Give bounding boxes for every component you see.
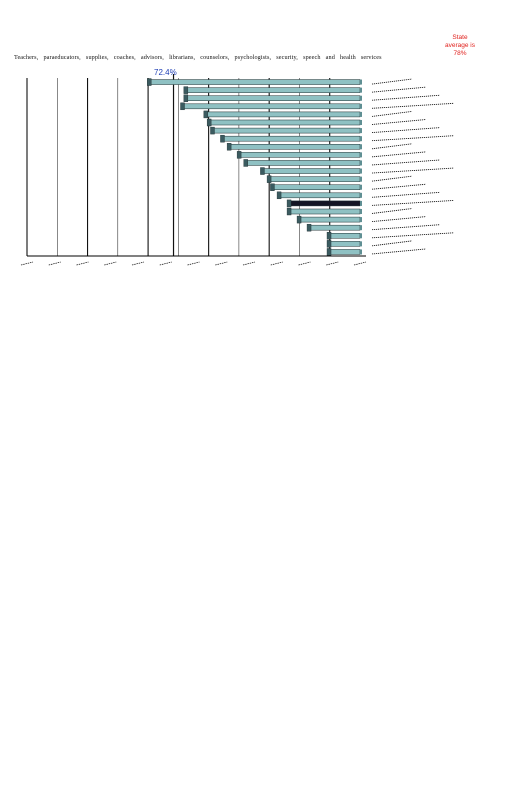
bar-end-cap [277, 192, 281, 199]
bar [247, 160, 360, 165]
bar-end-cap [327, 240, 331, 247]
bar-end-cap [204, 111, 208, 118]
bar-end-cap [181, 103, 185, 110]
bar-right-cap [360, 120, 362, 125]
bar [207, 112, 360, 117]
bar-end-cap [260, 168, 264, 175]
bar [290, 209, 360, 214]
bar-right-cap [360, 104, 362, 109]
bar-right-cap [360, 201, 362, 206]
state-average-note: State average is 78% [445, 34, 475, 57]
x-tick-label [188, 262, 200, 265]
bar [270, 177, 360, 182]
bar-right-cap [360, 112, 362, 117]
x-tick-label [104, 262, 116, 265]
category-label [372, 192, 440, 197]
x-tick-label [49, 262, 61, 265]
x-tick-label [243, 262, 255, 265]
x-tick-label [215, 262, 227, 265]
bar-right-cap [360, 144, 362, 149]
bar-right-cap [360, 185, 362, 190]
bar-right-cap [360, 209, 362, 214]
bar-right-cap [360, 160, 362, 165]
x-tick-label [354, 262, 366, 265]
bar-highlighted [290, 201, 360, 206]
category-label [372, 241, 412, 246]
category-label [372, 128, 440, 133]
bar-right-cap [360, 249, 362, 254]
bar [273, 185, 360, 190]
category-label [372, 95, 440, 100]
bar [210, 120, 360, 125]
category-label [372, 209, 412, 214]
category-label [372, 160, 440, 165]
bar [223, 136, 360, 141]
x-tick-label [271, 262, 283, 265]
bar-end-cap [227, 143, 231, 150]
category-label [372, 87, 426, 92]
bar-end-cap [307, 224, 311, 231]
bar-right-cap [360, 217, 362, 222]
bar [330, 233, 360, 238]
bar-right-cap [360, 177, 362, 182]
x-tick-label [326, 262, 338, 265]
bar [280, 193, 360, 198]
bar-right-cap [360, 241, 362, 246]
category-label [372, 79, 412, 84]
bar-end-cap [220, 135, 224, 142]
bar [310, 225, 360, 230]
bar-end-cap [287, 208, 291, 215]
highlight-value-label: 72.4% [154, 68, 177, 77]
bar-end-cap [287, 200, 291, 207]
bar-right-cap [360, 193, 362, 198]
bar-right-cap [360, 88, 362, 93]
bar-end-cap [327, 248, 331, 255]
bar [330, 241, 360, 246]
x-tick-label [21, 262, 33, 265]
category-label [372, 120, 426, 125]
category-label [372, 176, 412, 181]
x-tick-label [299, 262, 311, 265]
category-label [372, 144, 412, 149]
category-label [372, 111, 412, 116]
category-label [372, 233, 454, 238]
bar-end-cap [147, 79, 151, 86]
bar-right-cap [360, 136, 362, 141]
category-label [372, 225, 440, 230]
bar-end-cap [210, 127, 214, 134]
bar [184, 104, 360, 109]
bar-end-cap [184, 87, 188, 94]
bar [150, 80, 360, 85]
bar-end-cap [327, 232, 331, 239]
category-label [372, 103, 454, 108]
category-label [372, 217, 426, 222]
bar [230, 144, 360, 149]
bar-end-cap [237, 151, 241, 158]
x-tick-label [132, 262, 144, 265]
bar-end-cap [244, 159, 248, 166]
category-label [372, 249, 426, 254]
bar [213, 128, 360, 133]
chart-subtitle: Teachers, paraeducators, supplies, coaches, advisors, librarians, counselors, psychologists, security, speech and health services [14, 54, 382, 61]
category-label [372, 200, 454, 205]
bar-right-cap [360, 225, 362, 230]
bar [263, 169, 360, 174]
bar-end-cap [270, 184, 274, 191]
bar [187, 96, 360, 101]
bar-end-cap [207, 119, 211, 126]
bar-right-cap [360, 233, 362, 238]
bar-end-cap [267, 176, 271, 183]
bar [187, 88, 360, 93]
category-label [372, 168, 454, 173]
bar [330, 249, 360, 254]
bar-right-cap [360, 96, 362, 101]
bar-right-cap [360, 128, 362, 133]
x-tick-label [77, 262, 89, 265]
bar [240, 152, 360, 157]
bar-right-cap [360, 80, 362, 85]
category-label [372, 184, 426, 189]
x-tick-label [160, 262, 172, 265]
category-label [372, 136, 454, 141]
bar-end-cap [297, 216, 301, 223]
bar-right-cap [360, 169, 362, 174]
bar-end-cap [184, 95, 188, 102]
bar-right-cap [360, 152, 362, 157]
bar [300, 217, 360, 222]
category-label [372, 152, 426, 157]
